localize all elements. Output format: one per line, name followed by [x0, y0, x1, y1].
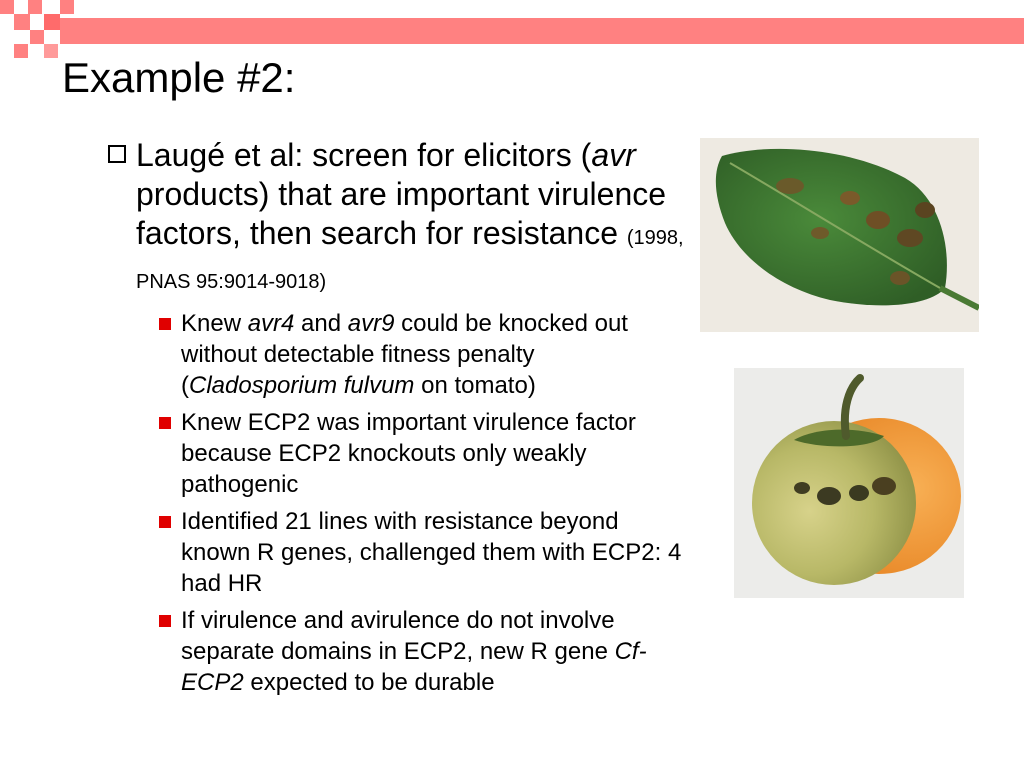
main-bullet-text: Laugé et al: screen for elicitors ( [136, 137, 592, 173]
decor-square [14, 44, 28, 58]
decor-square [0, 0, 14, 14]
sub-bullet [154, 506, 690, 599]
sub-bullet [154, 605, 690, 698]
decor-square [14, 14, 30, 30]
sub-bullet-text: Identified 21 lines with resistance beyond known R genes, challenged them with ECP2: 4 had HR [181, 508, 682, 597]
red-square-bullet-icon [159, 516, 171, 528]
diseased-tomato-image [734, 368, 964, 598]
decor-square [60, 0, 74, 14]
sub-bullet-text: expected to be durable [243, 669, 495, 696]
species-term: Cladosporium fulvum [189, 372, 415, 399]
decor-square [28, 0, 42, 14]
slide-body [108, 136, 690, 704]
sub-bullet-list [108, 308, 690, 698]
hollow-square-bullet-icon [108, 145, 126, 163]
gene-term: avr9 [347, 310, 395, 337]
diseased-leaf-image [700, 138, 979, 332]
sub-bullet-text: and [294, 310, 348, 337]
gene-term: avr4 [247, 310, 295, 337]
gene-term: Cf-ECP2 [181, 638, 647, 696]
red-square-bullet-icon [159, 318, 171, 330]
avr-term: avr [591, 137, 636, 173]
citation: (1998, PNAS 95:9014-9018) [136, 227, 684, 293]
main-bullet-text-cont: products) that are important virulence factors, then search for resistance [136, 176, 667, 251]
main-bullet [108, 136, 690, 302]
header-bar [60, 18, 1024, 44]
decor-square [44, 14, 60, 30]
leaf-photo-icon [700, 138, 979, 332]
sub-bullet [154, 407, 690, 500]
sub-bullet [154, 308, 690, 401]
decor-square [30, 30, 44, 44]
sub-bullet-text: could be knocked out without detectable fitness penalty ( [181, 310, 628, 399]
red-square-bullet-icon [159, 615, 171, 627]
slide-title: Example #2: [62, 54, 296, 101]
decor-square [44, 44, 58, 58]
tomato-photo-icon [734, 368, 964, 598]
red-square-bullet-icon [159, 417, 171, 429]
sub-bullet-text: Knew ECP2 was important virulence factor because ECP2 knockouts only weakly pathogenic [181, 409, 636, 498]
sub-bullet-text: Knew [181, 310, 248, 337]
sub-bullet-text: If virulence and avirulence do not involve separate domains in ECP2, new R gene [181, 607, 615, 665]
sub-bullet-text: on tomato) [414, 372, 536, 399]
